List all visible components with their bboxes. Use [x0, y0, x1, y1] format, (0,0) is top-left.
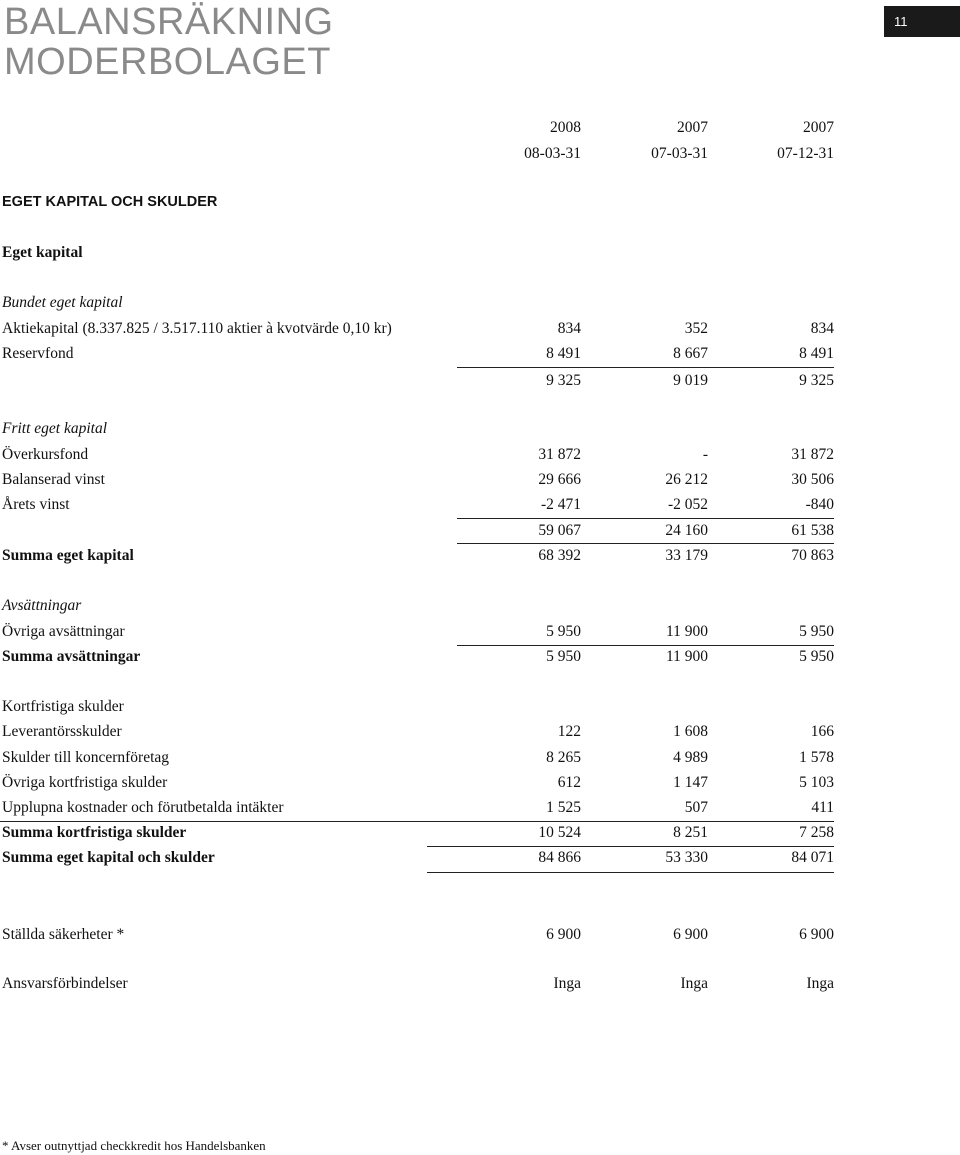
row-label: Årets vinst: [2, 496, 70, 513]
table-row: [2, 721, 834, 743]
row-value-1: -2 471: [540, 496, 581, 513]
table-row: [2, 343, 834, 365]
divider: [457, 367, 834, 368]
row-value-2: 11 900: [665, 623, 708, 640]
col-date-1: 08-03-31: [524, 145, 581, 162]
avsattningar-heading-text: Avsättningar: [2, 597, 82, 614]
row-value-1: 9 325: [546, 372, 581, 389]
row-value-3: 70 863: [791, 547, 834, 564]
row-value-2: 9 019: [673, 372, 708, 389]
page-number-badge: [884, 6, 960, 37]
column-years-row: [2, 117, 834, 139]
row-label: Ansvarsförbindelser: [2, 975, 128, 992]
row-value-3: 7 258: [799, 824, 834, 841]
row-value-2: 1 147: [673, 774, 708, 791]
row-value-1: 5 950: [546, 623, 581, 640]
row-value-1: Inga: [553, 975, 581, 992]
row-label: Summa eget kapital och skulder: [2, 849, 215, 866]
row-label: Leverantörsskulder: [2, 723, 122, 740]
row-value-1: 834: [557, 320, 581, 337]
row-value-1: 8 265: [546, 749, 581, 766]
row-value-2: 352: [684, 320, 708, 337]
row-value-2: 53 330: [665, 849, 708, 866]
table-row: [2, 747, 834, 769]
row-value-3: 5 950: [799, 623, 834, 640]
row-label: Upplupna kostnader och förutbetalda intäkter: [2, 799, 284, 816]
row-value-2: 26 212: [665, 471, 708, 488]
row-value-2: Inga: [680, 975, 708, 992]
row-value-3: Inga: [806, 975, 834, 992]
col-year-3: 2007: [803, 119, 834, 136]
table-row: [2, 469, 834, 491]
row-value-3: 834: [810, 320, 834, 337]
row-value-2: 8 667: [673, 345, 708, 362]
row-label: Summa kortfristiga skulder: [2, 824, 187, 841]
fritt-heading: [2, 418, 834, 440]
summa-total-row: [2, 847, 834, 869]
table-row: [2, 772, 834, 794]
row-value-1: 10 524: [538, 824, 581, 841]
section-title: [2, 191, 834, 213]
row-label: Skulder till koncernföretag: [2, 749, 170, 766]
subtotal-row: [2, 370, 834, 392]
page-number: 11: [894, 14, 908, 29]
section-title-text: EGET KAPITAL OCH SKULDER: [2, 194, 218, 210]
row-value-1: 612: [557, 774, 581, 791]
subtotal-row: [2, 520, 834, 542]
summa-kortfristiga-row: [2, 822, 834, 844]
bundet-heading: [2, 292, 834, 314]
col-date-2: 07-03-31: [651, 145, 708, 162]
row-label: Överkursfond: [2, 446, 89, 463]
title-line-2: MODERBOLAGET: [4, 41, 331, 83]
kortfristiga-heading-text: Kortfristiga skulder: [2, 698, 124, 715]
row-label: Övriga kortfristiga skulder: [2, 774, 168, 791]
row-label: Summa eget kapital: [2, 547, 134, 564]
stallda-sakerheter-row: [2, 924, 834, 946]
row-value-2: 33 179: [665, 547, 708, 564]
row-value-2: 6 900: [673, 926, 708, 943]
row-value-3: 166: [810, 723, 834, 740]
row-value-3: 411: [811, 799, 834, 816]
row-value-1: 59 067: [538, 522, 581, 539]
divider: [427, 872, 834, 873]
row-value-3: 30 506: [791, 471, 834, 488]
row-value-1: 6 900: [546, 926, 581, 943]
row-value-3: 6 900: [799, 926, 834, 943]
summa-avsattningar-row: [2, 646, 834, 668]
row-value-2: 1 608: [673, 723, 708, 740]
fritt-heading-text: Fritt eget kapital: [2, 420, 108, 437]
row-value-1: 122: [557, 723, 581, 740]
row-value-2: 11 900: [665, 648, 708, 665]
row-value-1: 68 392: [538, 547, 581, 564]
table-row: [2, 494, 834, 516]
eget-kapital-heading-text: Eget kapital: [2, 244, 83, 261]
row-value-2: -: [702, 446, 708, 463]
row-value-1: 1 525: [546, 799, 581, 816]
row-value-3: 9 325: [799, 372, 834, 389]
page-title: [4, 2, 334, 82]
row-value-2: 4 989: [673, 749, 708, 766]
row-value-3: 5 950: [799, 648, 834, 665]
summa-eget-kapital-row: [2, 545, 834, 567]
row-label: Övriga avsättningar: [2, 623, 125, 640]
eget-kapital-heading: [2, 242, 834, 264]
row-label: Aktiekapital (8.337.825 / 3.517.110 aktier à kvotvärde 0,10 kr): [2, 320, 392, 337]
row-value-3: 1 578: [799, 749, 834, 766]
divider: [457, 518, 834, 519]
table-row: [2, 318, 834, 340]
row-value-1: 84 866: [538, 849, 581, 866]
table-row: [2, 797, 834, 819]
col-year-1: 2008: [550, 119, 581, 136]
row-value-3: 5 103: [799, 774, 834, 791]
footnote: * Avser outnyttjad checkkredit hos Handelsbanken: [2, 1138, 266, 1153]
row-value-1: 31 872: [538, 446, 581, 463]
row-value-3: 84 071: [791, 849, 834, 866]
kortfristiga-heading: [2, 696, 834, 718]
bundet-heading-text: Bundet eget kapital: [2, 294, 123, 311]
row-value-1: 29 666: [538, 471, 581, 488]
row-label: Balanserad vinst: [2, 471, 105, 488]
table-row: [2, 621, 834, 643]
row-value-2: -2 052: [667, 496, 708, 513]
table-row: [2, 444, 834, 466]
ansvarsforbindelser-row: [2, 973, 834, 995]
row-value-1: 5 950: [546, 648, 581, 665]
divider: [457, 543, 834, 544]
row-label: Reservfond: [2, 345, 74, 362]
row-label: Summa avsättningar: [2, 648, 141, 665]
row-value-2: 507: [684, 799, 708, 816]
row-value-2: 8 251: [673, 824, 708, 841]
col-year-2: 2007: [677, 119, 708, 136]
row-value-3: 61 538: [791, 522, 834, 539]
col-date-3: 07-12-31: [777, 145, 834, 162]
column-dates-row: [2, 143, 834, 165]
title-line-1: BALANSRÄKNING: [4, 1, 334, 43]
row-value-1: 8 491: [546, 345, 581, 362]
row-value-3: -840: [805, 496, 834, 513]
row-label: Ställda säkerheter *: [2, 926, 125, 943]
avsattningar-heading: [2, 595, 834, 617]
row-value-3: 31 872: [791, 446, 834, 463]
row-value-3: 8 491: [799, 345, 834, 362]
row-value-2: 24 160: [665, 522, 708, 539]
